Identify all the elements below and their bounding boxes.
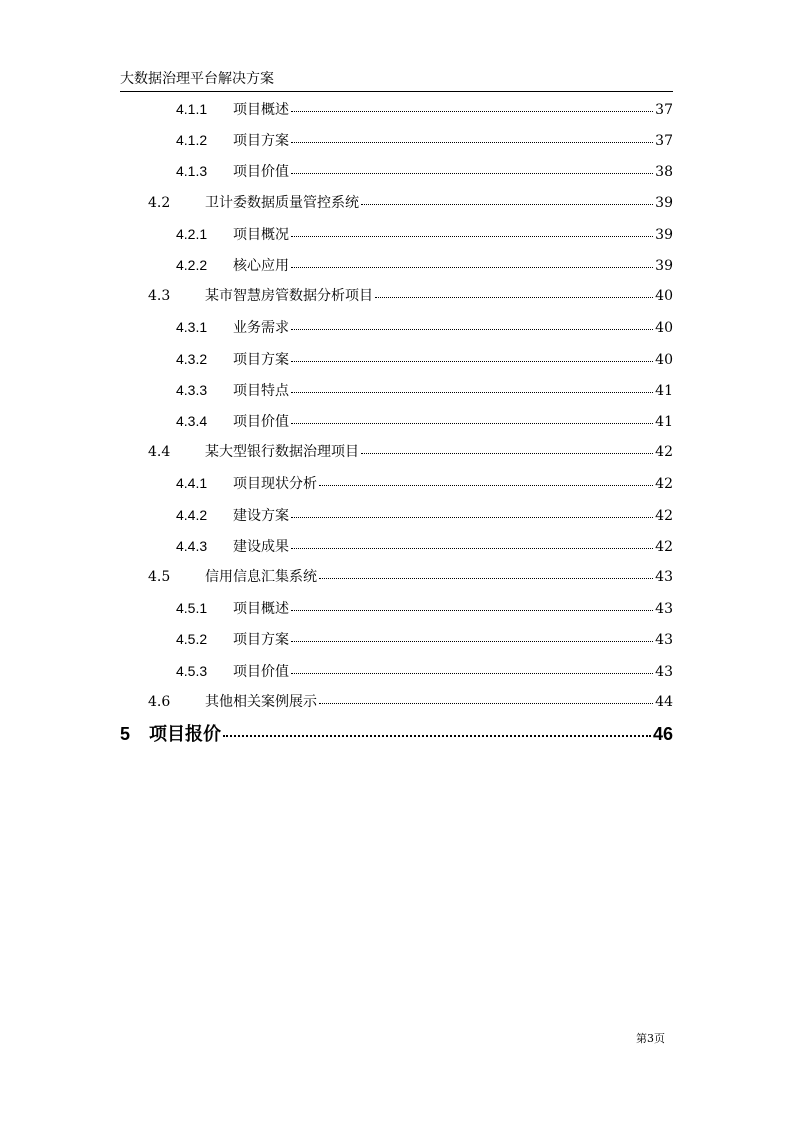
toc-dot-leader	[361, 190, 653, 205]
document-header-title: 大数据治理平台解决方案	[120, 71, 274, 87]
toc-entry[interactable]	[176, 534, 673, 558]
toc-entry-page: 37	[655, 133, 673, 150]
toc-entry[interactable]	[176, 596, 673, 620]
toc-entry-page: 42	[655, 444, 673, 461]
toc-entry-number: 4.2.1	[176, 225, 208, 242]
toc-dot-leader	[291, 159, 653, 174]
toc-entry-title: 建设成果	[233, 538, 289, 555]
toc-entry-page: 39	[655, 226, 673, 243]
toc-dot-leader	[319, 689, 653, 704]
toc-entry[interactable]	[148, 440, 673, 464]
toc-entry[interactable]	[176, 97, 673, 121]
toc-entry-page: 41	[655, 414, 673, 430]
toc-entry-page: 39	[655, 194, 673, 211]
toc-entry-number: 4.4.1	[176, 475, 208, 492]
toc-entry-title: 项目报价	[149, 724, 221, 744]
toc-entry-number: 4.6	[148, 693, 171, 710]
toc-entry-title: 项目概述	[233, 102, 289, 118]
toc-dot-leader	[291, 253, 653, 268]
toc-entry-page: 40	[655, 320, 673, 337]
toc-entry-page: 42	[655, 538, 673, 555]
toc-entry[interactable]	[176, 253, 673, 277]
toc-entry-title: 项目概述	[233, 601, 289, 618]
toc-dot-leader	[361, 439, 653, 454]
toc-entry-number: 4.4.2	[176, 506, 208, 523]
toc-dot-leader	[291, 409, 653, 424]
toc-entry-number: 4.4	[148, 444, 171, 461]
toc-entry-title: 业务需求	[233, 320, 289, 337]
toc-entry[interactable]	[176, 128, 673, 152]
toc-entry-page: 41	[655, 382, 673, 399]
toc-dot-leader	[319, 471, 653, 486]
toc-entry[interactable]	[176, 315, 673, 339]
toc-entry-page: 38	[655, 164, 673, 181]
toc-entry[interactable]	[176, 627, 673, 651]
toc-entry-title: 项目方案	[233, 632, 289, 649]
toc-dot-leader	[291, 659, 653, 674]
toc-entry-page: 42	[655, 507, 673, 524]
toc-dot-leader	[375, 283, 653, 298]
toc-entry-number: 4.3.1	[176, 319, 208, 336]
toc-entry-title: 建设方案	[233, 507, 289, 524]
toc-dot-leader	[319, 564, 653, 579]
toc-entry[interactable]	[148, 284, 673, 308]
toc-entry-title: 项目方案	[233, 351, 289, 368]
toc-dot-leader	[223, 719, 651, 737]
toc-entry-number: 4.2	[148, 194, 171, 211]
toc-entry-title: 核心应用	[233, 258, 289, 274]
toc-entry[interactable]	[148, 690, 673, 714]
toc-entry-page: 43	[655, 663, 673, 680]
toc-entry-number: 4.3	[148, 288, 171, 305]
toc-entry[interactable]	[120, 719, 673, 749]
toc-entry-page: 42	[655, 476, 673, 493]
page-number: 第3页	[636, 1032, 665, 1045]
toc-entry-number: 4.5.1	[176, 600, 208, 617]
toc-dot-leader	[291, 128, 653, 143]
toc-entry-number: 4.1.2	[176, 132, 208, 149]
toc-entry-title: 项目特点	[233, 382, 289, 399]
toc-entry-title: 项目方案	[233, 133, 289, 150]
toc-entry-title: 项目价值	[233, 164, 289, 181]
toc-entry[interactable]	[176, 409, 673, 433]
toc-entry-number: 5	[120, 724, 131, 744]
toc-entry-number: 4.5.2	[176, 631, 208, 648]
toc-entry-page: 39	[655, 258, 673, 274]
toc-dot-leader	[291, 222, 653, 237]
toc-entry-number: 4.1.3	[176, 163, 208, 180]
toc-entry-title: 其他相关案例展示	[205, 693, 317, 710]
toc-dot-leader	[291, 596, 653, 611]
toc-dot-leader	[291, 378, 653, 393]
toc-entry-page: 46	[652, 724, 673, 744]
toc-entry-page: 37	[655, 102, 673, 118]
toc-dot-leader	[291, 534, 653, 549]
toc-entry[interactable]	[148, 191, 673, 215]
toc-entry-number: 4.3.2	[176, 350, 208, 367]
toc-entry-number: 4.2.2	[176, 257, 208, 273]
toc-entry[interactable]	[176, 659, 673, 683]
toc-entry-page: 43	[655, 601, 673, 618]
toc-entry-number: 4.3.4	[176, 413, 208, 429]
toc-entry[interactable]	[176, 222, 673, 246]
toc-dot-leader	[291, 627, 653, 642]
toc-entry-page: 44	[655, 693, 673, 710]
toc-entry-title: 某市智慧房管数据分析项目	[205, 288, 373, 305]
toc-entry-title: 信用信息汇集系统	[205, 569, 317, 585]
toc-entry-title: 项目价值	[233, 663, 289, 680]
header-divider	[120, 91, 673, 92]
toc-entry-title: 项目现状分析	[233, 476, 317, 493]
toc-entry[interactable]	[176, 159, 673, 183]
toc-entry-number: 4.5	[148, 569, 171, 585]
toc-entry-page: 40	[655, 351, 673, 368]
toc-entry-number: 4.1.1	[176, 101, 208, 117]
toc-entry-page: 40	[655, 288, 673, 305]
toc-entry-number: 4.3.3	[176, 381, 208, 398]
toc-entry-title: 项目价值	[233, 414, 289, 430]
toc-entry-number: 4.4.3	[176, 537, 208, 554]
toc-entry-page: 43	[655, 632, 673, 649]
toc-entry[interactable]	[148, 565, 673, 589]
toc-dot-leader	[291, 503, 653, 518]
toc-entry[interactable]	[176, 471, 673, 495]
toc-entry-title: 项目概况	[233, 226, 289, 243]
toc-dot-leader	[291, 347, 653, 362]
toc-entry-page: 43	[655, 569, 673, 585]
toc-dot-leader	[291, 315, 653, 330]
toc-entry[interactable]	[176, 347, 673, 371]
toc-entry[interactable]	[176, 378, 673, 402]
toc-entry-number: 4.5.3	[176, 662, 208, 679]
toc-entry-title: 卫计委数据质量管控系统	[205, 194, 359, 211]
toc-entry-title: 某大型银行数据治理项目	[205, 444, 359, 461]
toc-dot-leader	[291, 97, 653, 112]
toc-entry[interactable]	[176, 503, 673, 527]
